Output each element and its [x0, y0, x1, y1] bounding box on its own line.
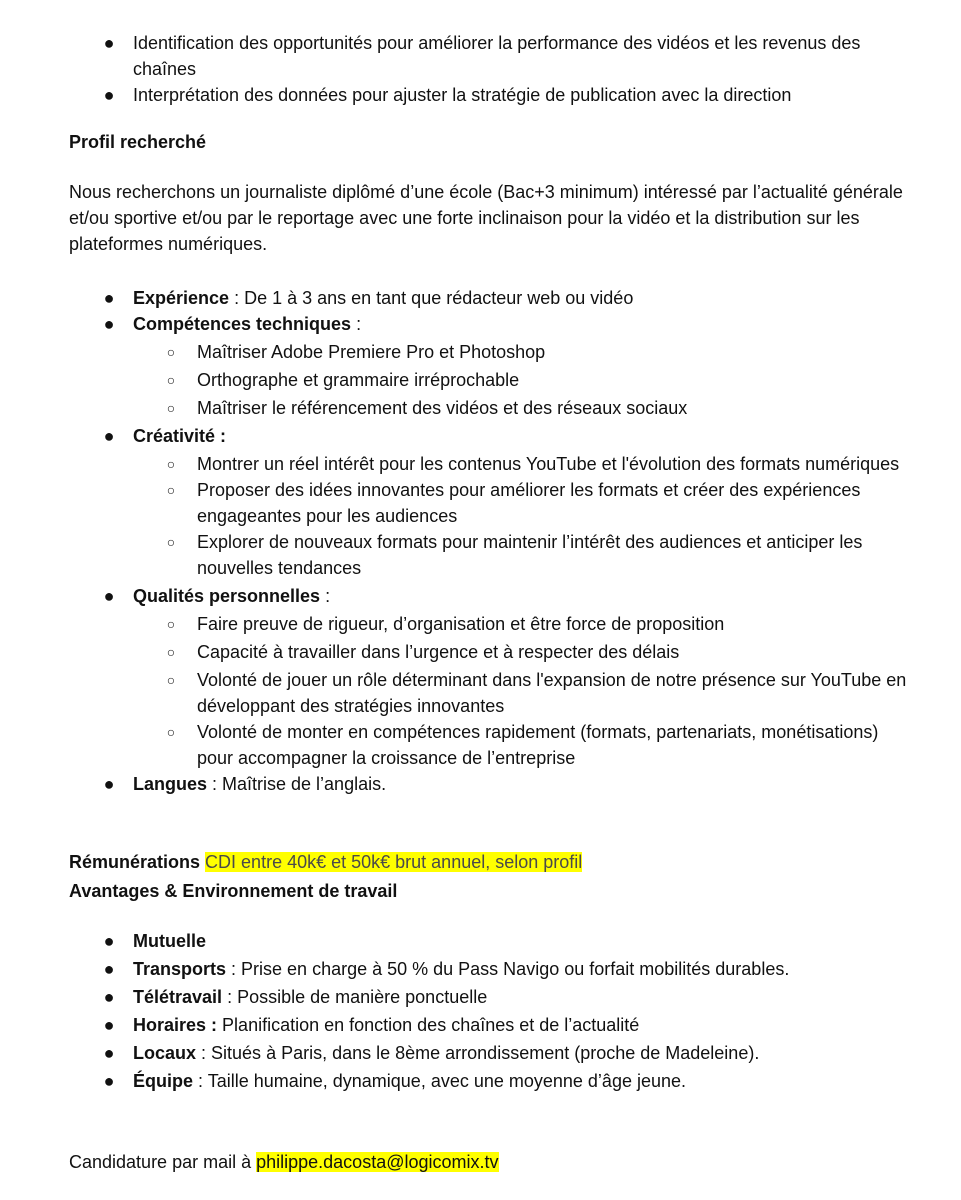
list-item	[0, 956, 913, 982]
item-label: Compétences techniques	[133, 314, 352, 334]
bullet-icon: ●	[103, 1043, 115, 1063]
bullet-icon: ●	[103, 85, 115, 105]
item-label: Créativité :	[133, 426, 227, 446]
section-heading-profil: Profil recherché	[69, 132, 207, 152]
bullet-icon: ●	[103, 959, 115, 979]
item-label: Mutuelle	[133, 931, 207, 951]
item-label: Locaux	[133, 1043, 197, 1063]
bullet-icon: ●	[103, 33, 115, 53]
list-item	[0, 928, 913, 954]
item-text: : De 1 à 3 ans en tant que rédacteur web ou vidéo	[229, 288, 634, 308]
top-bullet-list	[0, 30, 961, 108]
item-text: :	[351, 314, 362, 334]
list-item-langues	[0, 771, 913, 797]
item-text: : Possible de manière ponctuelle	[222, 987, 488, 1007]
section-heading-avantages: Avantages & Environnement de travail	[69, 881, 398, 901]
bullet-icon: ●	[103, 931, 115, 951]
bullet-icon: ●	[103, 987, 115, 1007]
candidature-email-link[interactable]: philippe.dacosta@logicomix.tv	[256, 1152, 499, 1172]
avantages-bullet-list	[0, 928, 961, 1094]
bullet-icon: ●	[103, 314, 115, 334]
bullet-icon: ●	[103, 586, 115, 606]
sub-item-text: Orthographe et grammaire irréprochable	[197, 370, 520, 390]
sub-item-text: Volonté de monter en compétences rapidement (formats, partenariats, monétisations) pour accompagner la croissance de l’entreprise	[197, 722, 879, 768]
list-item	[0, 82, 913, 108]
item-text: :	[320, 586, 331, 606]
sub-item-text: Explorer de nouveaux formats pour maintenir l’intérêt des audiences et anticiper les nouvelles tendances	[197, 532, 863, 578]
sub-list-item	[0, 395, 907, 421]
list-item-competences	[0, 311, 913, 337]
profil-bullet-list	[0, 285, 961, 797]
circle-bullet-icon: ○	[166, 482, 176, 498]
list-item	[0, 984, 913, 1010]
item-text: : Prise en charge à 50 % du Pass Navigo ou forfait mobilités durables.	[226, 959, 790, 979]
circle-bullet-icon: ○	[166, 400, 176, 416]
item-label: Expérience	[133, 288, 230, 308]
bullet-icon: ●	[103, 1015, 115, 1035]
item-text: : Situés à Paris, dans le 8ème arrondissement (proche de Madeleine).	[196, 1043, 760, 1063]
list-item	[0, 1012, 913, 1038]
item-label: Horaires :	[133, 1015, 218, 1035]
list-item	[0, 30, 913, 82]
list-item-qualites	[0, 583, 913, 609]
list-item-creativite	[0, 423, 913, 449]
sub-item-text: Proposer des idées innovantes pour améliorer les formats et créer des expériences engageantes pour les audiences	[197, 480, 861, 526]
sub-list-item	[0, 611, 907, 637]
item-label: Langues	[133, 774, 208, 794]
remuneration-label: Rémunérations	[69, 852, 201, 872]
item-label: Transports	[133, 959, 227, 979]
list-item-text: Identification des opportunités pour améliorer la performance des vidéos et les revenus des chaînes	[133, 33, 861, 79]
profil-intro-paragraph: Nous recherchons un journaliste diplômé d’une école (Bac+3 minimum) intéressé par l’actualité générale et/ou sportive et/ou par le reportage avec une forte inclinaison pour la vidéo et la distribution sur les plateformes numériques.	[69, 182, 903, 254]
sub-item-text: Maîtriser Adobe Premiere Pro et Photoshop	[197, 342, 546, 362]
item-label: Télétravail	[133, 987, 223, 1007]
sub-list-item	[0, 639, 907, 665]
bullet-icon: ●	[103, 774, 115, 794]
sub-item-text: Montrer un réel intérêt pour les contenus YouTube et l'évolution des formats numériques	[197, 454, 900, 474]
sub-list-item	[0, 451, 907, 477]
item-text: : Taille humaine, dynamique, avec une moyenne d’âge jeune.	[193, 1071, 687, 1091]
circle-bullet-icon: ○	[166, 344, 176, 360]
bullet-icon: ●	[103, 1071, 115, 1091]
circle-bullet-icon: ○	[166, 372, 176, 388]
circle-bullet-icon: ○	[166, 672, 176, 688]
bullet-icon: ●	[103, 288, 115, 308]
item-text: : Maîtrise de l’anglais.	[207, 774, 387, 794]
sub-list-item	[0, 339, 907, 365]
list-item-experience	[0, 285, 913, 311]
remuneration-value: CDI entre 40k€ et 50k€ brut annuel, selon profil	[205, 852, 583, 872]
circle-bullet-icon: ○	[166, 456, 176, 472]
sub-item-text: Faire preuve de rigueur, d’organisation et être force de proposition	[197, 614, 725, 634]
remuneration-line	[69, 849, 909, 875]
sub-list-item	[0, 719, 907, 771]
sub-list-item	[0, 667, 907, 719]
sub-item-text: Volonté de jouer un rôle déterminant dans l'expansion de notre présence sur YouTube en développant des stratégies innovantes	[197, 670, 907, 716]
circle-bullet-icon: ○	[166, 724, 176, 740]
sub-item-text: Capacité à travailler dans l’urgence et à respecter des délais	[197, 642, 680, 662]
candidature-text: Candidature par mail à	[69, 1152, 257, 1172]
sub-list-item	[0, 367, 907, 393]
item-label: Qualités personnelles	[133, 586, 321, 606]
list-item-text: Interprétation des données pour ajuster la stratégie de publication avec la direction	[133, 85, 792, 105]
sub-list-item	[0, 477, 907, 529]
circle-bullet-icon: ○	[166, 644, 176, 660]
list-item	[0, 1068, 913, 1094]
list-item	[0, 1040, 913, 1066]
sub-list-item	[0, 529, 907, 581]
sub-item-text: Maîtriser le référencement des vidéos et des réseaux sociaux	[197, 398, 688, 418]
circle-bullet-icon: ○	[166, 534, 176, 550]
candidature-line	[69, 1149, 909, 1175]
bullet-icon: ●	[103, 426, 115, 446]
item-text: Planification en fonction des chaînes et de l’actualité	[217, 1015, 640, 1035]
item-label: Équipe	[133, 1071, 194, 1091]
circle-bullet-icon: ○	[166, 616, 176, 632]
